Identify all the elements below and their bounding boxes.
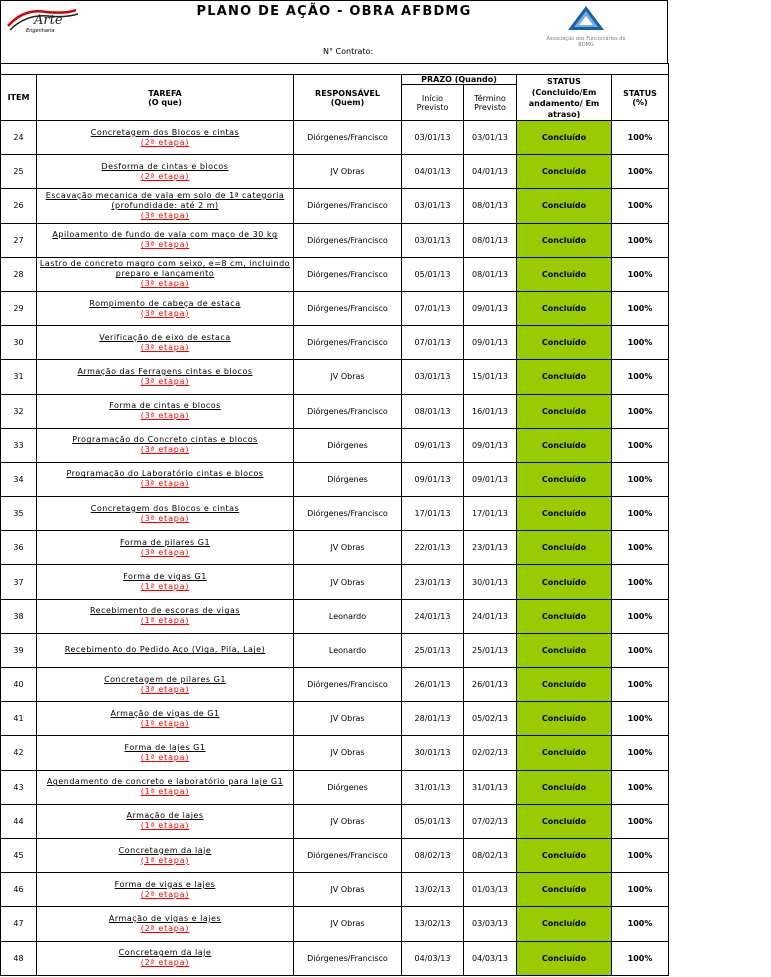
responsible-cell: Diórgenes [294, 462, 402, 496]
responsible-cell: Diórgenes/Francisco [294, 668, 402, 702]
table-row [1, 394, 669, 428]
task-stage: (3ª etapa) [140, 308, 190, 318]
item-cell: 30 [1, 326, 37, 360]
start-date-cell: 13/02/13 [402, 873, 464, 907]
percent-cell: 100% [612, 189, 669, 223]
percent-cell: 100% [612, 873, 669, 907]
task-header-line2: (O que) [148, 97, 182, 107]
status-cell: Concluído [517, 599, 612, 633]
percent-cell: 100% [612, 770, 669, 804]
table-row [1, 941, 669, 975]
logo-right-caption: Associação dos Funcionários do BDMG [546, 36, 626, 48]
start-date-cell: 30/01/13 [402, 736, 464, 770]
task-stage: (1ª etapa) [140, 855, 190, 865]
responsible-cell: JV Obras [294, 155, 402, 189]
end-date-cell: 03/01/13 [464, 121, 517, 155]
table-row [1, 873, 669, 907]
table-row [1, 189, 669, 223]
table-row [1, 428, 669, 462]
col-header-end [464, 85, 517, 121]
spacer-row [1, 64, 669, 75]
task-stage: (3ª etapa) [140, 342, 190, 352]
item-cell: 25 [1, 155, 37, 189]
task-cell [37, 189, 294, 223]
table-row [1, 462, 669, 496]
item-cell: 45 [1, 838, 37, 872]
task-stage: (3ª etapa) [140, 210, 190, 220]
task-text: Armação das Ferragens cintas e blocos [77, 366, 253, 376]
task-cell [37, 257, 294, 291]
item-cell: 38 [1, 599, 37, 633]
task-cell [37, 326, 294, 360]
item-cell: 34 [1, 462, 37, 496]
item-cell: 32 [1, 394, 37, 428]
start-date-cell: 05/01/13 [402, 804, 464, 838]
status-cell: Concluído [517, 291, 612, 325]
item-cell: 39 [1, 633, 37, 667]
table-row [1, 121, 669, 155]
item-cell: 31 [1, 360, 37, 394]
status-cell: Concluído [517, 360, 612, 394]
start-date-cell: 07/01/13 [402, 291, 464, 325]
end-date-cell: 09/01/13 [464, 428, 517, 462]
percent-cell: 100% [612, 907, 669, 941]
item-cell: 36 [1, 531, 37, 565]
task-cell [37, 462, 294, 496]
afbdmg-logo [546, 5, 626, 49]
responsible-cell: Diórgenes/Francisco [294, 941, 402, 975]
task-text: Armação de vigas de G1 [110, 708, 220, 718]
responsible-cell: Diórgenes/Francisco [294, 838, 402, 872]
table-row [1, 736, 669, 770]
item-cell: 33 [1, 428, 37, 462]
start-date-cell: 28/01/13 [402, 702, 464, 736]
task-stage: (3ª etapa) [140, 513, 190, 523]
task-stage: (3ª etapa) [140, 279, 190, 289]
start-date-cell: 03/01/13 [402, 223, 464, 257]
task-text: Apiloamento de fundo de vala com maço de 30 kg [52, 230, 278, 240]
percent-cell: 100% [612, 428, 669, 462]
item-cell: 28 [1, 257, 37, 291]
responsible-cell: JV Obras [294, 565, 402, 599]
percent-cell: 100% [612, 531, 669, 565]
status-cell: Concluído [517, 223, 612, 257]
status-cell: Concluído [517, 565, 612, 599]
svg-text:Arte: Arte [34, 13, 63, 28]
end-date-cell: 09/01/13 [464, 326, 517, 360]
status-cell: Concluído [517, 702, 612, 736]
page-title: PLANO DE AÇÃO - OBRA AFBDMG [196, 4, 472, 19]
table-row [1, 907, 669, 941]
start-date-cell: 03/01/13 [402, 360, 464, 394]
triangle-logo-icon [566, 5, 606, 31]
end-date-cell: 15/01/13 [464, 360, 517, 394]
end-date-cell: 17/01/13 [464, 497, 517, 531]
end-date-cell: 31/01/13 [464, 770, 517, 804]
end-date-cell: 08/01/13 [464, 223, 517, 257]
end-date-cell: 16/01/13 [464, 394, 517, 428]
task-text: Concretagem da laje [118, 948, 212, 958]
table-row [1, 326, 669, 360]
task-cell [37, 291, 294, 325]
start-date-cell: 26/01/13 [402, 668, 464, 702]
responsible-cell: JV Obras [294, 873, 402, 907]
percent-cell: 100% [612, 326, 669, 360]
task-text: Programação do Concreto cintas e blocos [72, 435, 258, 445]
percent-cell: 100% [612, 599, 669, 633]
end-date-cell: 23/01/13 [464, 531, 517, 565]
item-cell: 29 [1, 291, 37, 325]
task-stage: (2ª etapa) [140, 171, 190, 181]
task-cell [37, 565, 294, 599]
task-stage: (3ª etapa) [140, 376, 190, 386]
percent-cell: 100% [612, 291, 669, 325]
pct-header-line1: STATUS [623, 88, 657, 98]
percent-cell: 100% [612, 257, 669, 291]
responsible-cell: JV Obras [294, 360, 402, 394]
item-cell: 43 [1, 770, 37, 804]
end-date-cell: 08/01/13 [464, 189, 517, 223]
end-date-cell: 04/01/13 [464, 155, 517, 189]
task-text: Escavação mecanica de vala em solo de 1ª categoria (profundidade: até 2 m) [45, 190, 285, 210]
start-date-cell: 07/01/13 [402, 326, 464, 360]
start-date-cell: 04/01/13 [402, 155, 464, 189]
task-stage: (1ª etapa) [140, 718, 190, 728]
item-cell: 47 [1, 907, 37, 941]
percent-cell: 100% [612, 121, 669, 155]
col-header-task [37, 75, 294, 121]
task-text: Concretagem da laje [118, 845, 212, 855]
table-body [1, 121, 669, 976]
responsible-cell: Diórgenes [294, 428, 402, 462]
task-cell [37, 599, 294, 633]
end-date-cell: 05/02/13 [464, 702, 517, 736]
end-date-cell: 26/01/13 [464, 668, 517, 702]
item-cell: 46 [1, 873, 37, 907]
item-cell: 35 [1, 497, 37, 531]
task-cell [37, 668, 294, 702]
status-cell: Concluído [517, 121, 612, 155]
table-row [1, 804, 669, 838]
status-cell: Concluído [517, 394, 612, 428]
table-row [1, 291, 669, 325]
table-row [1, 599, 669, 633]
task-text: Rompimento de cabeça de estaca [89, 298, 241, 308]
responsible-cell: Diórgenes/Francisco [294, 257, 402, 291]
end-date-cell: 24/01/13 [464, 599, 517, 633]
end-date-cell: 08/01/13 [464, 257, 517, 291]
table-row [1, 155, 669, 189]
end-date-cell: 01/03/13 [464, 873, 517, 907]
status-cell: Concluído [517, 736, 612, 770]
status-header-line1: STATUS [547, 76, 581, 86]
status-cell: Concluído [517, 326, 612, 360]
start-header-line1: Início [421, 93, 444, 103]
task-stage: (3ª etapa) [140, 240, 190, 250]
responsible-cell: JV Obras [294, 736, 402, 770]
start-date-cell: 22/01/13 [402, 531, 464, 565]
responsible-cell: JV Obras [294, 804, 402, 838]
responsible-cell: Diórgenes/Francisco [294, 497, 402, 531]
start-date-cell: 08/02/13 [402, 838, 464, 872]
status-cell: Concluído [517, 155, 612, 189]
item-cell: 40 [1, 668, 37, 702]
table-row [1, 360, 669, 394]
task-stage: (1ª etapa) [140, 582, 190, 592]
task-text: Recebimento do Pedido Aço (Viga, Pila, Laje) [64, 645, 266, 655]
item-cell: 26 [1, 189, 37, 223]
status-cell: Concluído [517, 838, 612, 872]
start-date-cell: 17/01/13 [402, 497, 464, 531]
percent-cell: 100% [612, 633, 669, 667]
start-header-line2: Previsto [416, 102, 449, 112]
col-header-percent [612, 75, 669, 121]
task-text: Forma de cintas e blocos [109, 401, 221, 411]
status-cell: Concluído [517, 497, 612, 531]
start-date-cell: 23/01/13 [402, 565, 464, 599]
start-date-cell: 04/03/13 [402, 941, 464, 975]
col-header-status [517, 75, 612, 121]
responsible-cell: Diórgenes/Francisco [294, 326, 402, 360]
task-stage: (3ª etapa) [140, 479, 190, 489]
start-date-cell: 13/02/13 [402, 907, 464, 941]
end-date-cell: 08/02/13 [464, 838, 517, 872]
responsible-cell: Diórgenes [294, 770, 402, 804]
task-cell [37, 941, 294, 975]
task-text: Forma de vigas e lajes [114, 879, 216, 889]
task-cell [37, 531, 294, 565]
task-text: Concretagem dos Blocos e cintas [90, 503, 240, 513]
percent-cell: 100% [612, 497, 669, 531]
task-stage: (1ª etapa) [140, 787, 190, 797]
resp-header-line2: (Quem) [330, 97, 365, 107]
percent-cell: 100% [612, 804, 669, 838]
task-stage: (3ª etapa) [140, 547, 190, 557]
col-header-start [402, 85, 464, 121]
logo-left-caption: Engenharia [26, 28, 55, 34]
pct-header-line2: (%) [632, 97, 648, 107]
task-cell [37, 770, 294, 804]
task-stage: (3ª etapa) [140, 684, 190, 694]
task-stage: (2ª etapa) [140, 923, 190, 933]
percent-cell: 100% [612, 941, 669, 975]
start-date-cell: 09/01/13 [402, 462, 464, 496]
status-header-line2: (Concluido/Em [531, 87, 597, 97]
end-date-cell: 30/01/13 [464, 565, 517, 599]
percent-cell: 100% [612, 838, 669, 872]
task-text: Concretagem dos Blocos e cintas [90, 127, 240, 137]
task-header-line1: TAREFA [148, 88, 182, 98]
percent-cell: 100% [612, 394, 669, 428]
task-stage: (3ª etapa) [140, 411, 190, 421]
item-cell: 42 [1, 736, 37, 770]
task-cell [37, 702, 294, 736]
status-cell: Concluído [517, 633, 612, 667]
item-cell: 48 [1, 941, 37, 975]
status-cell: Concluído [517, 428, 612, 462]
col-header-prazo: PRAZO (Quando) [402, 75, 517, 85]
action-plan-table [0, 63, 669, 976]
end-date-cell: 03/03/13 [464, 907, 517, 941]
end-date-cell: 09/01/13 [464, 462, 517, 496]
task-cell [37, 497, 294, 531]
status-cell: Concluído [517, 804, 612, 838]
table-row [1, 633, 669, 667]
status-header-line3: andamento/ Em [528, 98, 600, 108]
responsible-cell: JV Obras [294, 907, 402, 941]
task-text: Forma de lajes G1 [124, 742, 206, 752]
end-header-line2: Previsto [474, 102, 506, 112]
start-date-cell: 05/01/13 [402, 257, 464, 291]
task-cell [37, 907, 294, 941]
status-cell: Concluído [517, 873, 612, 907]
percent-cell: 100% [612, 668, 669, 702]
end-date-cell: 04/03/13 [464, 941, 517, 975]
task-text: Recebimento de escoras de vigas [89, 606, 241, 616]
item-cell: 27 [1, 223, 37, 257]
responsible-cell: Diórgenes/Francisco [294, 291, 402, 325]
task-text: Concretagem de pilares G1 [104, 674, 226, 684]
start-date-cell: 03/01/13 [402, 189, 464, 223]
status-cell: Concluído [517, 462, 612, 496]
percent-cell: 100% [612, 702, 669, 736]
responsible-cell: Leonardo [294, 633, 402, 667]
end-header-line1: Término [474, 93, 506, 103]
start-date-cell: 24/01/13 [402, 599, 464, 633]
task-stage: (2ª etapa) [140, 889, 190, 899]
responsible-cell: Leonardo [294, 599, 402, 633]
task-stage: (1ª etapa) [140, 821, 190, 831]
task-cell [37, 360, 294, 394]
task-text: Forma de pilares G1 [119, 537, 211, 547]
task-stage: (2ª etapa) [140, 958, 190, 968]
sheet-header [0, 0, 668, 63]
resp-header-line1: RESPONSÁVEL [315, 88, 380, 98]
percent-cell: 100% [612, 223, 669, 257]
percent-cell: 100% [612, 155, 669, 189]
task-text: Armação de vigas e lajes [108, 913, 222, 923]
task-text: Agendamento de concreto e laboratório para laje G1 [46, 777, 284, 787]
item-cell: 37 [1, 565, 37, 599]
task-stage: (2ª etapa) [140, 137, 190, 147]
start-date-cell: 31/01/13 [402, 770, 464, 804]
percent-cell: 100% [612, 462, 669, 496]
status-header-line4: atraso) [547, 109, 581, 119]
responsible-cell: Diórgenes/Francisco [294, 189, 402, 223]
contract-label: N° Contrato: [323, 47, 374, 56]
task-cell [37, 838, 294, 872]
responsible-cell: JV Obras [294, 531, 402, 565]
status-cell: Concluído [517, 770, 612, 804]
status-cell: Concluído [517, 531, 612, 565]
table-row [1, 497, 669, 531]
task-text: Lastro de concreto magro com seixo, e=8 cm, incluindo preparo e lançamento [39, 259, 291, 279]
col-header-responsible [294, 75, 402, 121]
status-cell: Concluído [517, 941, 612, 975]
start-date-cell: 08/01/13 [402, 394, 464, 428]
start-date-cell: 09/01/13 [402, 428, 464, 462]
table-row [1, 223, 669, 257]
task-stage: (1ª etapa) [140, 752, 190, 762]
table-row [1, 531, 669, 565]
end-date-cell: 07/02/13 [464, 804, 517, 838]
task-cell [37, 873, 294, 907]
end-date-cell: 02/02/13 [464, 736, 517, 770]
responsible-cell: Diórgenes/Francisco [294, 121, 402, 155]
task-text: Armação de lajes [126, 811, 204, 821]
task-cell [37, 633, 294, 667]
table-row [1, 838, 669, 872]
task-cell [37, 428, 294, 462]
percent-cell: 100% [612, 736, 669, 770]
responsible-cell: Diórgenes/Francisco [294, 223, 402, 257]
item-cell: 44 [1, 804, 37, 838]
table-row [1, 770, 669, 804]
table-row [1, 257, 669, 291]
start-date-cell: 03/01/13 [402, 121, 464, 155]
end-date-cell: 09/01/13 [464, 291, 517, 325]
task-stage: (1ª etapa) [140, 616, 190, 626]
task-text: Verificação de eixo de estaca [99, 332, 231, 342]
item-cell: 24 [1, 121, 37, 155]
task-cell [37, 223, 294, 257]
table-row [1, 702, 669, 736]
percent-cell: 100% [612, 565, 669, 599]
item-cell: 41 [1, 702, 37, 736]
col-header-item: ITEM [1, 75, 37, 121]
task-cell [37, 394, 294, 428]
responsible-cell: Diórgenes/Francisco [294, 394, 402, 428]
start-date-cell: 25/01/13 [402, 633, 464, 667]
status-cell: Concluído [517, 189, 612, 223]
task-text: Programação do Laboratório cintas e blocos [66, 469, 264, 479]
end-date-cell: 25/01/13 [464, 633, 517, 667]
task-stage: (3ª etapa) [140, 445, 190, 455]
task-text: Forma de vigas G1 [123, 572, 207, 582]
status-cell: Concluído [517, 907, 612, 941]
table-row [1, 668, 669, 702]
task-cell [37, 736, 294, 770]
responsible-cell: JV Obras [294, 702, 402, 736]
task-text: Desforma de cintas e blocos [101, 161, 229, 171]
task-cell [37, 155, 294, 189]
task-cell [37, 121, 294, 155]
status-cell: Concluído [517, 257, 612, 291]
task-cell [37, 804, 294, 838]
status-cell: Concluído [517, 668, 612, 702]
table-row [1, 565, 669, 599]
percent-cell: 100% [612, 360, 669, 394]
